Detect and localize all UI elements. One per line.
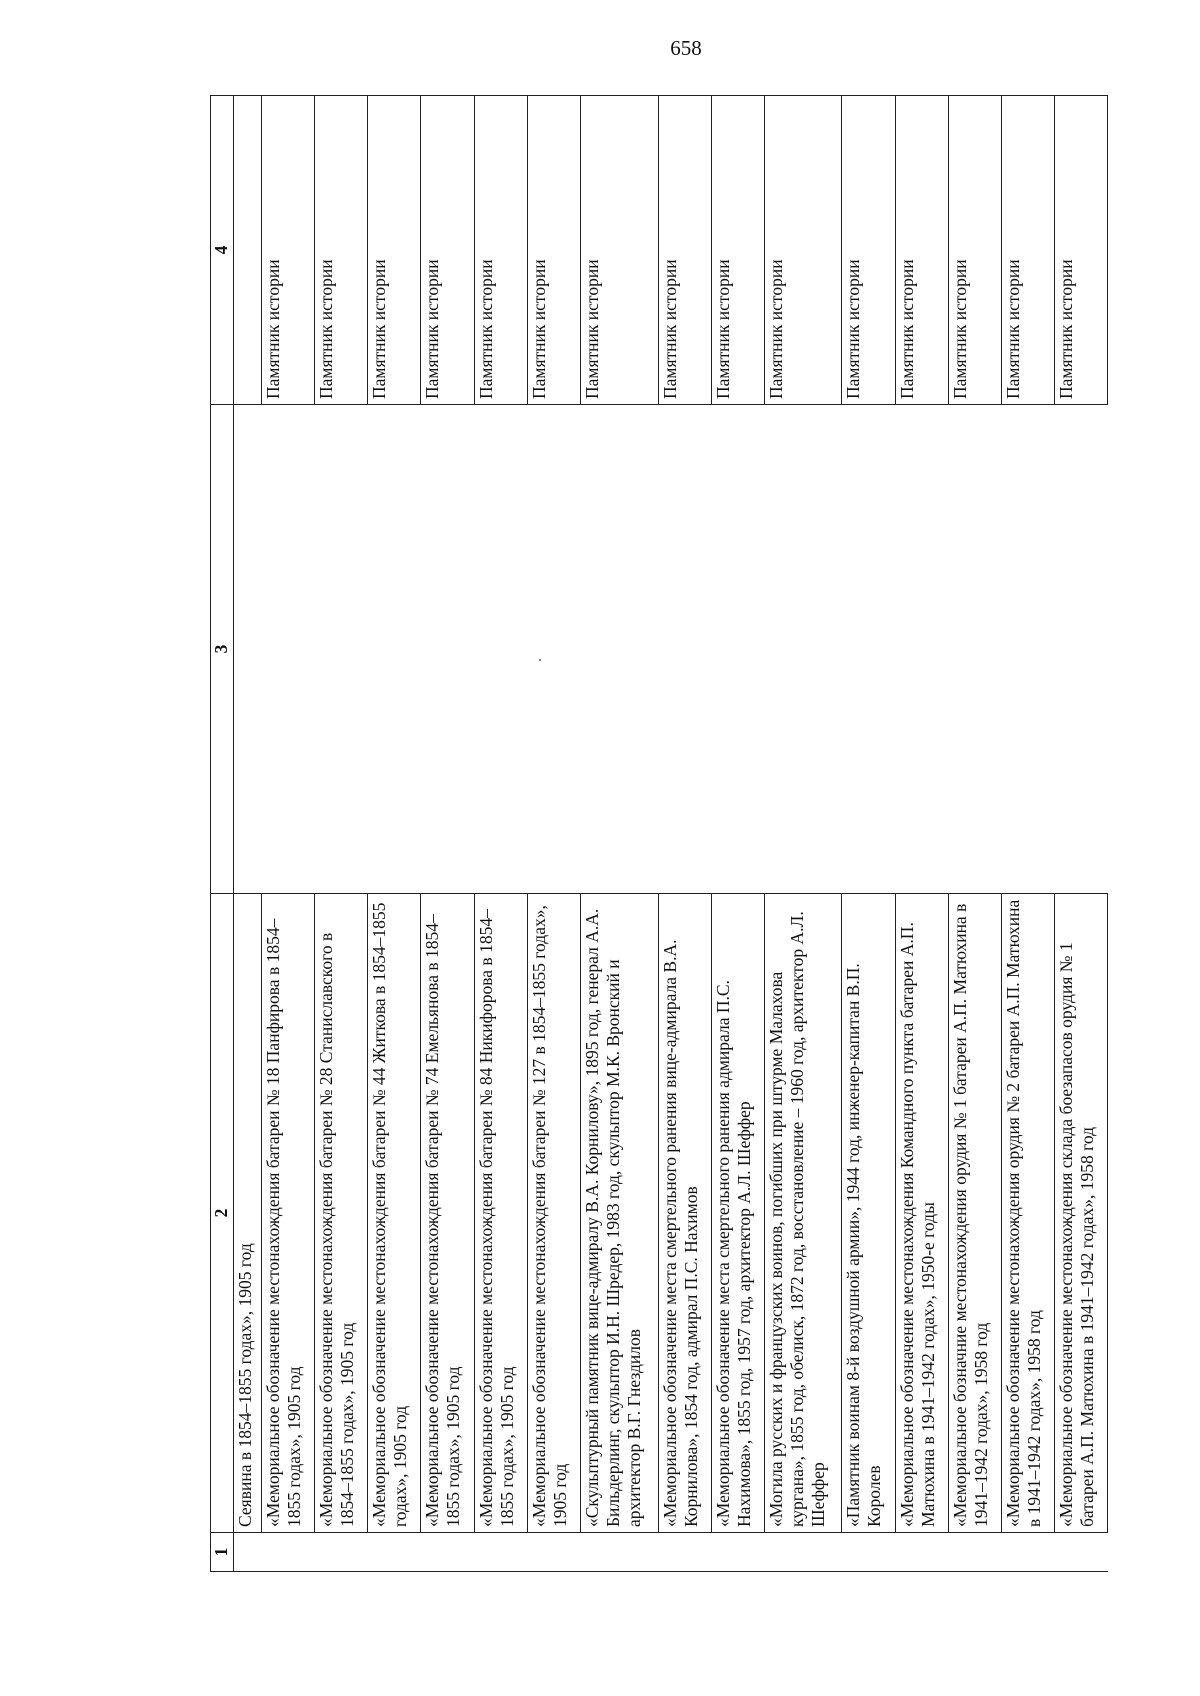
cell-category: Памятник истории (262, 96, 315, 405)
cell-description: «Мемориальное обозначение местонахождения батареи № 28 Станиславского в 1854–1855 годах», 1905 год (315, 894, 368, 1533)
cell-address-empty (234, 405, 1108, 894)
cell-category: Памятник истории (474, 96, 527, 405)
cell-description: «Мемориальное обозначение местонахождения склада боезапасов орудия № 1 батареи А.П. Матюхина в 1941–1942 годах», 1958 год (1054, 894, 1107, 1533)
cell-description: «Мемориальное обозначение места смертельного ранения вице-адмирала В.А. Корнилова», 1854 год, адмирал П.С. Нахимов (658, 894, 711, 1533)
cell-description: «Мемориальное обозначение местонахождения батареи № 127 в 1854–1855 годах», 1905 год (527, 894, 580, 1533)
header-col-2: 2 (211, 894, 234, 1533)
cell-category: Памятник истории (527, 96, 580, 405)
page-number: 658 (670, 36, 702, 60)
heritage-table-rotated (210, 132, 1108, 1572)
cell-description: «Могила русских и французских воинов, погибших при штурме Малахова кургана», 1855 год, обелиск, 1872 год, восстановление – 1960 год, архитектор А.Л. Шеффер (764, 894, 842, 1533)
cell-category: Памятник истории (948, 96, 1001, 405)
cell-category: Памятник истории (1054, 96, 1107, 405)
header-col-4: 4 (211, 96, 234, 405)
cell-category: Памятник истории (842, 96, 895, 405)
cell-description: «Мемориальное бозначние местонахождения орудия № 1 батареи А.П. Матюхина в 1941–1942 годах», 1958 год (948, 894, 1001, 1533)
cell-category: Памятник истории (580, 96, 658, 405)
cell-description: «Мемориальное обозначение местонахождения батареи № 18 Панфирова в 1854–1855 годах», 1905 год (262, 894, 315, 1533)
cell-description: Сеявина в 1854–1855 годах», 1905 год (234, 894, 262, 1533)
header-col-3: 3 (211, 405, 234, 894)
cell-description: «Мемориальное обозначение места смертельного ранения адмирала П.С. Нахимова», 1855 год, 1957 год, архитектор А.Л. Шеффер (711, 894, 764, 1533)
cell-category: Памятник истории (421, 96, 474, 405)
cell-description: «Памятник воинам 8-й воздушной армии», 1944 год, инженер-капитан В.П. Королев (842, 894, 895, 1533)
cell-category: Памятник истории (1001, 96, 1054, 405)
cell-category: Памятник истории (658, 96, 711, 405)
heritage-table (210, 95, 1108, 1572)
table-row (234, 96, 262, 1572)
scan-speck (539, 659, 541, 661)
cell-description: «Мемориальное обозначение местонахождения батареи № 44 Житкова в 1854–1855 годах», 1905 год (368, 894, 421, 1533)
cell-description: «Мемориальное обозначение местонахождения батареи № 74 Емельянова в 1854–1855 годах», 1905 год (421, 894, 474, 1533)
cell-category: Памятник истории (368, 96, 421, 405)
cell-description: «Мемориальное обозначение местонахождения орудия № 2 батареи А.П. Матюхина в 1941–1942 годах», 1958 год (1001, 894, 1054, 1533)
table-body (211, 96, 1108, 1572)
cell-category: Памятник истории (895, 96, 948, 405)
cell-category: Памятник истории (764, 96, 842, 405)
table-header-row (211, 96, 234, 1572)
header-col-1: 1 (211, 1533, 234, 1572)
cell-category: Памятник истории (315, 96, 368, 405)
cell-category: Памятник истории (711, 96, 764, 405)
cell-description: «Скульптурный памятник вице-адмиралу В.А. Корнилову», 1895 год, генерал А.А. Бильдерлинг, скульптор И.Н. Шредер, 1983 год, скульптор М.К. Вронский и архитектор В.Г. Гнездилов (580, 894, 658, 1533)
cell-description: «Мемориальное обозначение местонахождения батареи № 84 Никифорова в 1854–1855 годах», 1905 год (474, 894, 527, 1533)
cell-number-empty (234, 1533, 1108, 1572)
cell-category (234, 96, 262, 405)
cell-description: «Мемориальное обозначение местонахождения Командного пункта батареи А.П. Матюхина в 1941–1942 годах», 1950-е годы (895, 894, 948, 1533)
